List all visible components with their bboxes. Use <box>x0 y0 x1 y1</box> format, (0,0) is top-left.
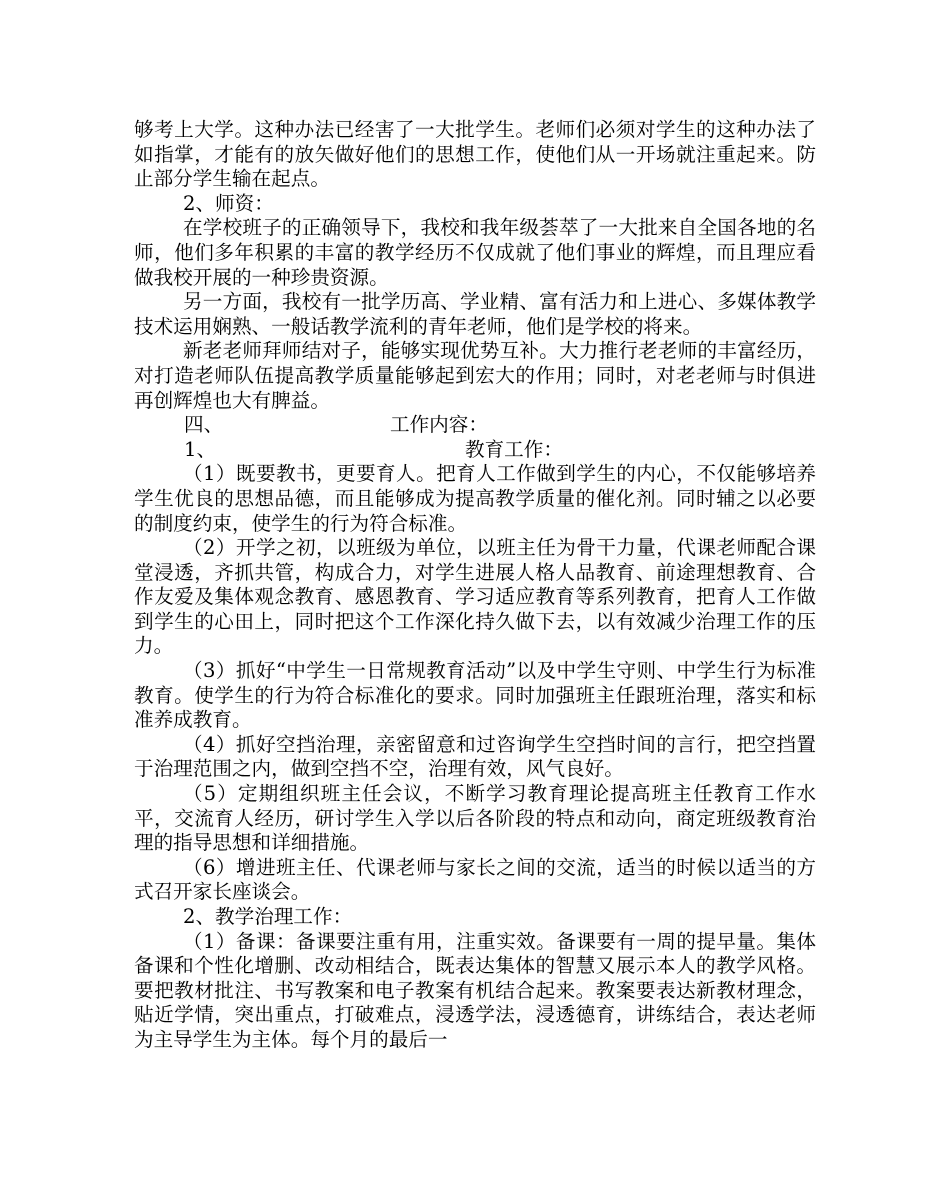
paragraph-mentoring: 新老老师拜师结对子，能够实现优势互补。大力推行老老师的丰富经历，对打造老师队伍提高教学质量能够起到宏大的作用；同时，对老老师与时俱进再创辉煌也大有脾益。 <box>134 339 816 412</box>
section-one-number: 1、 <box>184 437 217 461</box>
teaching-item-1: （1）备课：备课要注重有用，注重实效。备课要有一周的提早量。集体备课和个性化增删、改动相结合，既表达集体的智慧又展示本人的教学风格。要把教材批注、书写教案和电子教案有机结合起来。教案要表达新教材理念，贴近学情，突出重点，打破难点，浸透学法，浸透德育，讲练结合，表达老师为主导学生为主体。每个月的最后一 <box>134 929 816 1051</box>
paragraph-faculty-leadership: 在学校班子的正确领导下，我校和我年级荟萃了一大批来自全国各地的名师，他们多年积累的丰富的教学经历不仅成就了他们事业的辉煌，而且理应看做我校开展的一种珍贵资源。 <box>134 216 816 289</box>
section-four-title: 工作内容： <box>390 413 488 437</box>
section-four-number: 四、 <box>184 413 224 437</box>
education-item-2: （2）开学之初，以班级为单位，以班主任为骨干力量，代课老师配合课堂浸透，齐抓共管，构成合力，对学生进展人格人品教育、前途理想教育、合作友爱及集体观念教育、感恩教育、学习适应教育等系列教育，把育人工作做到学生的心田上，同时把这个工作深化持久做下去，以有效减少治理工作的压力。 <box>134 536 816 658</box>
education-item-3: （3）抓好“中学生一日常规教育活动”以及中学生守则、中学生行为标准教育。使学生的行为符合标准化的要求。同时加强班主任跟班治理，落实和标准养成教育。 <box>134 659 816 732</box>
section-one-heading <box>134 438 816 463</box>
section-four-heading <box>134 413 816 438</box>
education-item-6: （6）增进班主任、代课老师与家长之间的交流，适当的时候以适当的方式召开家长座谈会。 <box>134 855 816 904</box>
document-page <box>134 118 816 1053</box>
education-item-4: （4）抓好空挡治理，亲密留意和过咨询学生空挡时间的言行，把空挡置于治理范围之内，做到空挡不空，治理有效，风气良好。 <box>134 732 816 781</box>
section-one-title: 教育工作： <box>465 437 563 461</box>
education-item-1: （1）既要教书，更要育人。把育人工作做到学生的内心，不仅能够培养学生优良的思想品德，而且能够成为提高教学质量的催化剂。同时辅之以必要的制度约束，使学生的行为符合标准。 <box>134 462 816 535</box>
paragraph-young-teachers: 另一方面，我校有一批学历高、学业精、富有活力和上进心、多媒体教学技术运用娴熟、一般话教学流利的青年老师，他们是学校的将来。 <box>134 290 816 338</box>
heading-faculty: 2、师资： <box>183 191 274 215</box>
education-item-5: （5）定期组织班主任会议，不断学习教育理论提高班主任教育工作水平，交流育人经历，研讨学生入学以后各阶段的特点和动向，商定班级教育治理的指导思想和详细措施。 <box>134 782 816 855</box>
paragraph-continuation: 够考上大学。这种办法已经害了一大批学生。老师们必须对学生的这种办法了如指掌，才能有的放矢做好他们的思想工作，使他们从一开场就注重起来。防止部分学生输在起点。 <box>134 118 816 191</box>
section-two-heading: 2、教学治理工作： <box>183 905 353 928</box>
